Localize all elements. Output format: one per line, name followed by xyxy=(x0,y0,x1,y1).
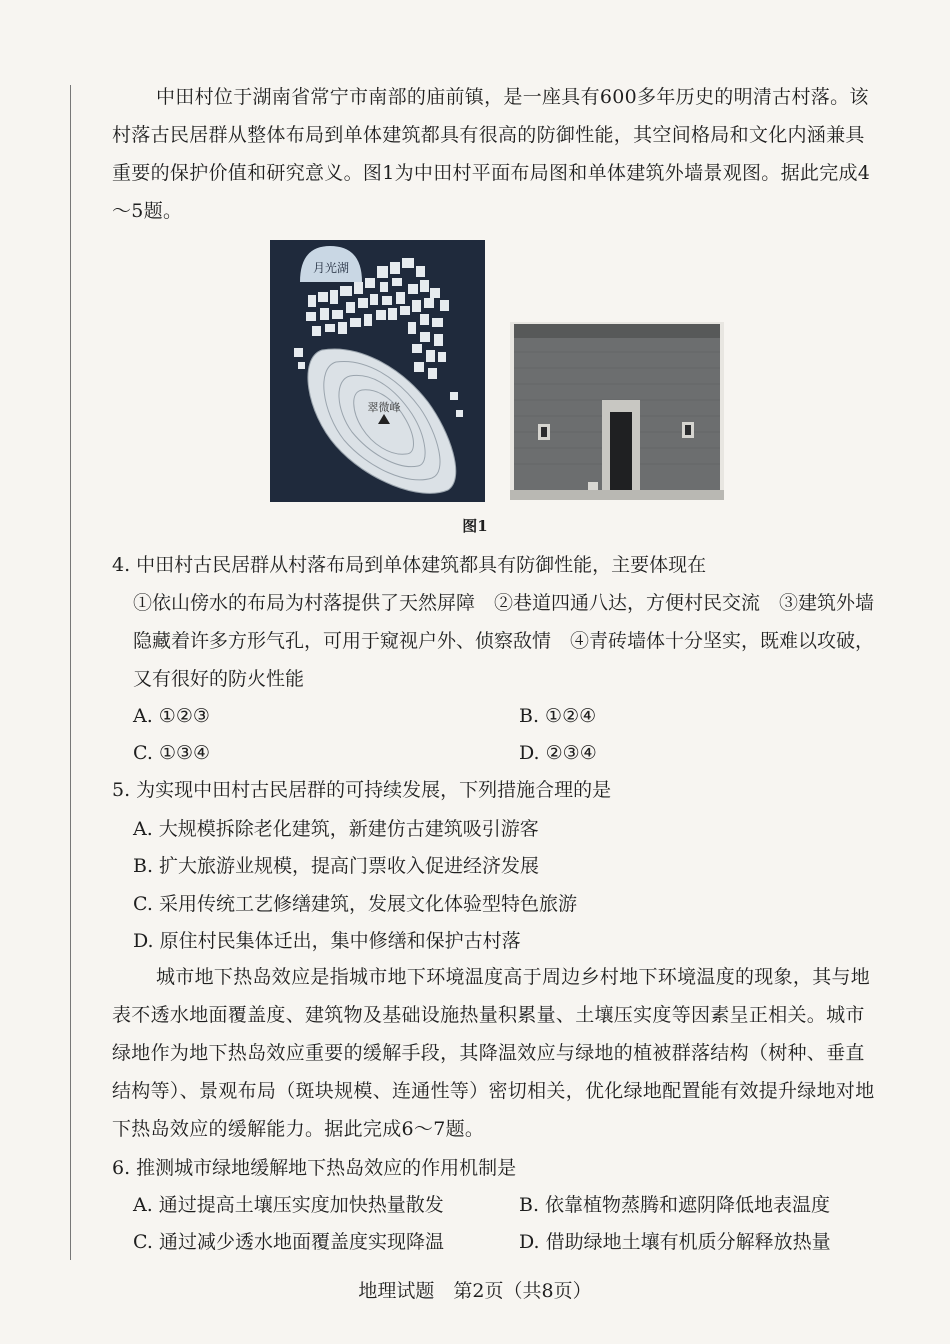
passage-1: 中田村位于湖南省常宁市南部的庙前镇，是一座具有600多年历史的明清古村落。该村落古民居群从整体布局到单体建筑都具有很高的防御性能，其空间格局和文化内涵兼具重要的保护价值和研究意义。图1为中田村平面布局图和单体建筑外墙景观图。据此完成4～5题。 xyxy=(112,86,871,222)
page-footer: 地理试题 第2页（共8页） xyxy=(358,1280,592,1302)
figure-caption: 图1 xyxy=(462,517,488,535)
q5-option-b: B. 扩大旅游业规模，提高门票收入促进经济发展 xyxy=(133,855,540,877)
question-5-stem: 5. 为实现中田村古民居群的可持续发展，下列措施合理的是 xyxy=(112,779,612,801)
village-plan-map xyxy=(270,240,485,502)
q4-option-d: D. ②③④ xyxy=(519,742,597,764)
lake-label: 月光湖 xyxy=(312,261,350,275)
q6-option-a: A. 通过提高土壤压实度加快热量散发 xyxy=(133,1194,444,1216)
q6-option-c: C. 通过减少透水地面覆盖度实现降温 xyxy=(133,1231,444,1253)
margin-line xyxy=(70,85,71,1260)
passage-2: 城市地下热岛效应是指城市地下环境温度高于周边乡村地下环境温度的现象，其与地表不透水地面覆盖度、建筑物及基础设施热量积累量、土壤压实度等因素呈正相关。城市绿地作为地下热岛效应重要的缓解手段，其降温效应与绿地的植被群落结构（树种、垂直结构等）、景观布局（斑块规模、连通性等）密切相关，优化绿地配置能有效提升绿地对地下热岛效应的缓解能力。据此完成6～7题。 xyxy=(112,966,875,1140)
q5-option-d: D. 原住村民集体迁出，集中修缮和保护古村落 xyxy=(133,930,521,952)
q4-option-b: B. ①②④ xyxy=(519,705,597,727)
question-4-items: ①依山傍水的布局为村落提供了天然屏障 ②巷道四通八达，方便村民交流 ③建筑外墙隐藏着许多方形气孔，可用于窥视户外、侦察敌情 ④青砖墙体十分坚实，既难以攻破，又有很好的防火性能 xyxy=(133,592,875,690)
q4-option-a: A. ①②③ xyxy=(133,705,210,727)
question-4-stem: 4. 中田村古民居群从村落布局到单体建筑都具有防御性能，主要体现在 xyxy=(112,554,707,576)
peak-label: 翠微峰 xyxy=(367,401,401,414)
q5-option-a: A. 大规模拆除老化建筑，新建仿古建筑吸引游客 xyxy=(133,818,539,840)
q4-option-c: C. ①③④ xyxy=(133,742,211,764)
q6-option-d: D. 借助绿地土壤有机质分解释放热量 xyxy=(519,1231,831,1253)
building-wall-photo xyxy=(510,322,724,500)
q6-option-b: B. 依靠植物蒸腾和遮阴降低地表温度 xyxy=(519,1194,831,1216)
q5-option-c: C. 采用传统工艺修缮建筑，发展文化体验型特色旅游 xyxy=(133,893,577,915)
question-6-stem: 6. 推测城市绿地缓解地下热岛效应的作用机制是 xyxy=(112,1157,517,1179)
